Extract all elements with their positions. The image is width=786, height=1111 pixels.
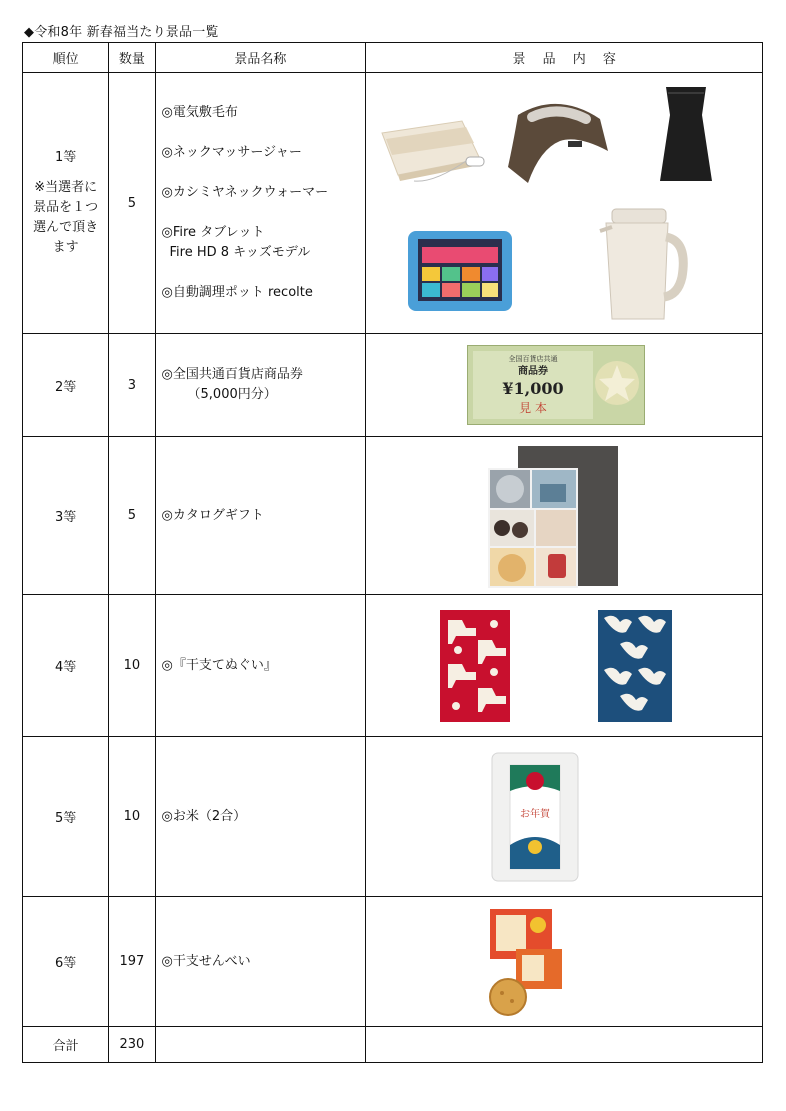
header-name: 景品名称 — [155, 43, 366, 73]
voucher-top-text: 全国百貨店共通 — [508, 355, 558, 363]
rank-cell: 3等 — [23, 437, 109, 595]
rank-cell: 4等 — [23, 595, 109, 737]
table-row — [23, 737, 763, 897]
qty-cell: 5 — [109, 73, 155, 334]
content-cell — [366, 437, 763, 595]
prize-item-sub: （5,000円分） — [187, 387, 277, 402]
prize-item: ◎電気敷毛布 — [161, 105, 238, 120]
qty-cell: 197 — [109, 897, 155, 1027]
prize-table — [22, 42, 763, 1063]
tenugui-navy-image — [598, 610, 672, 722]
rank-note-line: ※当選者に — [34, 180, 98, 195]
content-cell — [366, 737, 763, 897]
rank-cell — [23, 73, 109, 334]
total-row — [23, 1027, 763, 1063]
table-row — [23, 73, 763, 334]
header-qty: 数量 — [109, 43, 155, 73]
senbei-crackers-image — [486, 905, 566, 1021]
page-title: ◆令和8年 新春福当たり景品一覧 — [24, 25, 219, 40]
neck-massager-image — [504, 95, 612, 195]
table-row — [23, 897, 763, 1027]
name-cell — [155, 73, 366, 334]
qty-cell: 10 — [109, 737, 155, 897]
table-row — [23, 595, 763, 737]
content-cell — [366, 73, 763, 334]
prize-item: ◎干支せんべい — [161, 953, 251, 969]
name-cell — [155, 595, 366, 737]
prize-item: ◎カシミヤネックウォーマー — [161, 185, 329, 200]
tenugui-red-image — [440, 610, 510, 722]
prize-item-sub: Fire HD 8 キッズモデル — [169, 245, 311, 260]
total-label: 合計 — [23, 1027, 109, 1063]
electric-blanket-image — [374, 113, 486, 185]
prize-item: ◎自動調理ポット recolte — [161, 285, 313, 300]
table-row — [23, 334, 763, 437]
table-row — [23, 437, 763, 595]
total-content-empty — [366, 1027, 763, 1063]
total-name-empty — [155, 1027, 366, 1063]
catalog-gift-image — [488, 446, 620, 588]
header-content: 景 品 内 容 — [366, 43, 763, 73]
neck-warmer-image — [656, 85, 716, 185]
rank-cell: 2等 — [23, 334, 109, 437]
rank-label: 1等 — [55, 150, 77, 165]
name-cell — [155, 897, 366, 1027]
content-cell — [366, 897, 763, 1027]
content-cell — [366, 595, 763, 737]
rank-note-line: 選んで頂き — [33, 220, 99, 235]
rice-label-text: お年賀 — [520, 809, 551, 820]
name-cell — [155, 334, 366, 437]
rank-cell: 5等 — [23, 737, 109, 897]
voucher-stamp-text: 見 本 — [519, 401, 548, 415]
total-qty: 230 — [109, 1027, 155, 1063]
gift-voucher-image — [467, 345, 645, 425]
content-cell — [366, 334, 763, 437]
prize-item: ◎お米（2合） — [161, 808, 247, 824]
qty-cell: 10 — [109, 595, 155, 737]
qty-cell: 3 — [109, 334, 155, 437]
prize-item: ◎カタログギフト — [161, 507, 264, 523]
fire-tablet-image — [406, 225, 514, 313]
voucher-main-text: 商品券 — [518, 366, 549, 377]
table-header-row — [23, 43, 763, 73]
rice-pack-image — [490, 751, 580, 883]
prize-item: ◎Fire タブレット — [161, 225, 265, 240]
voucher-value-text: ¥1,000 — [502, 379, 564, 398]
name-cell — [155, 737, 366, 897]
qty-cell: 5 — [109, 437, 155, 595]
cooking-pot-image — [598, 201, 688, 327]
prize-item: ◎ネックマッサージャー — [161, 145, 302, 160]
header-rank: 順位 — [23, 43, 109, 73]
prize-item: ◎『干支てぬぐい』 — [161, 657, 277, 673]
name-cell — [155, 437, 366, 595]
rank-note-line: 景品を１つ — [33, 200, 99, 215]
rank-note-line: ます — [52, 240, 79, 255]
prize-item: ◎全国共通百貨店商品券 — [161, 367, 303, 382]
rank-cell: 6等 — [23, 897, 109, 1027]
